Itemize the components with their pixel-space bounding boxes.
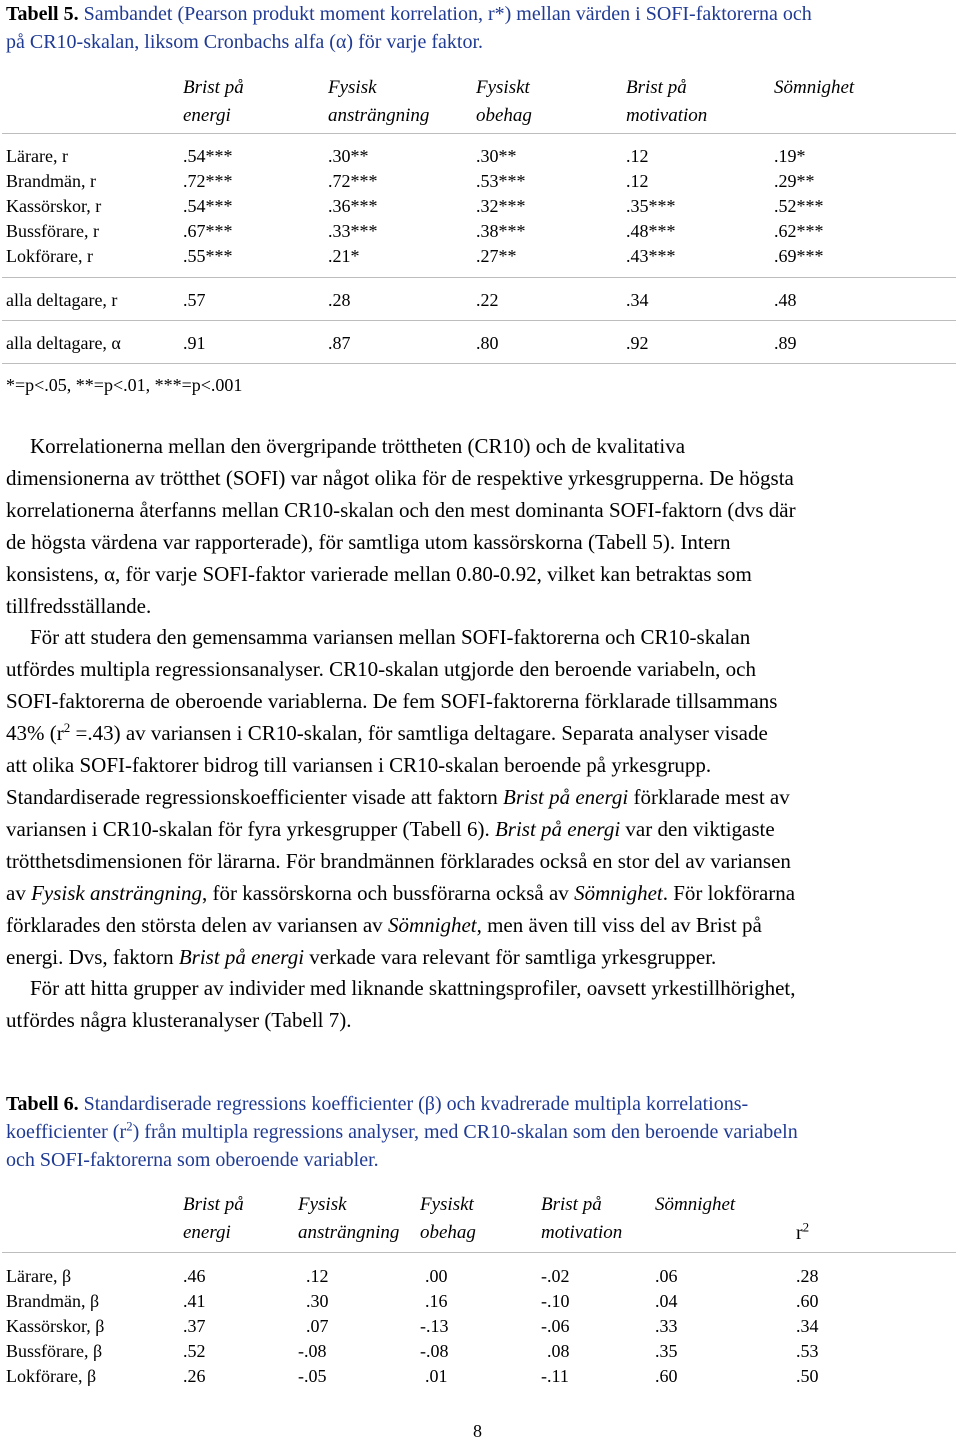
table5-all-alpha-cell: .89 bbox=[774, 333, 797, 353]
table5-row-label: Kassörskor, r bbox=[6, 196, 102, 216]
table6-cell: -.11 bbox=[541, 1366, 569, 1386]
table6-cell: -.06 bbox=[541, 1316, 570, 1336]
table6-cell: .01 bbox=[425, 1366, 448, 1386]
table6-cell: .41 bbox=[183, 1291, 206, 1311]
table5-all-r-label: alla deltagare, r bbox=[6, 290, 118, 310]
table5-header-col4: Brist på motivation bbox=[626, 77, 708, 126]
paragraph-line: tillfredsställande. bbox=[6, 593, 152, 618]
table6-row-label: Lokförare, β bbox=[6, 1366, 97, 1386]
paragraph-line: 43% $(r^2 =.43)$ av variansen i CR10-skalan, för samtliga deltagare. Separata analyser visade bbox=[6, 720, 768, 746]
table5-header-col1: Brist på energi bbox=[183, 77, 244, 126]
table5-header-col3: Fysiskt obehag bbox=[476, 77, 532, 126]
paragraph-line: Korrelationerna mellan den övergripande tröttheten (CR10) och de kvalitativa bbox=[30, 434, 686, 458]
table6-cell: .12 bbox=[306, 1266, 329, 1286]
table6-cell: .33 bbox=[655, 1316, 678, 1336]
table6-cell: .53 bbox=[796, 1341, 819, 1361]
table5-header-col5: Sömnighet bbox=[774, 77, 855, 98]
table6-header-r2: $r^2$ bbox=[796, 1219, 810, 1244]
paragraph-line: av Fysisk ansträngning, för kassörskorna och bussförarna också av Sömnighet. För lokförarna bbox=[6, 880, 796, 905]
table6-row-label: Kassörskor, β bbox=[6, 1316, 105, 1336]
table5-cell: .55*** bbox=[183, 246, 233, 266]
table6-cell: .16 bbox=[425, 1291, 448, 1311]
table5-row-label: Lokförare, r bbox=[6, 246, 93, 266]
table5-cell: .19* bbox=[774, 146, 806, 166]
table5-row-label: Bussförare, r bbox=[6, 221, 99, 241]
table6-cell: .50 bbox=[796, 1366, 819, 1386]
table6-cell: .60 bbox=[655, 1366, 678, 1386]
table6-cell: .28 bbox=[796, 1266, 819, 1286]
table5-cell: .62*** bbox=[774, 221, 824, 241]
table6-cell: -.10 bbox=[541, 1291, 570, 1311]
table6-cell: -.08 bbox=[298, 1341, 327, 1361]
table6-row-label: Lärare, β bbox=[6, 1266, 72, 1286]
table5-all-r-cell: .57 bbox=[183, 290, 206, 310]
table5-cell: .67*** bbox=[183, 221, 233, 241]
table6-cell: .30 bbox=[306, 1291, 329, 1311]
paragraph-line: att olika SOFI-faktorer bidrog till variansen i CR10-skalan beroende på yrkesgrupp. bbox=[6, 753, 712, 778]
table5-all-r-cell: .22 bbox=[476, 290, 499, 310]
table6-header-col4: Brist på motivation bbox=[541, 1194, 623, 1243]
table6-cell: .07 bbox=[306, 1316, 329, 1336]
body-text bbox=[6, 431, 952, 1037]
paragraph-line: konsistens, α, för varje SOFI-faktor varierade mellan 0.80-0.92, vilket kan betraktas som bbox=[6, 561, 752, 586]
table6-cell: -.02 bbox=[541, 1266, 570, 1286]
table5-cell: .32*** bbox=[476, 196, 526, 216]
table6-cell: .26 bbox=[183, 1366, 206, 1386]
paragraph-line: förklarades den största delen av variansen av Sömnighet, men även till viss del av Brist på bbox=[6, 912, 762, 937]
table5-header-col2: Fysisk ansträngning bbox=[328, 77, 430, 126]
paragraph-line: För att studera den gemensamma variansen mellan SOFI-faktorerna och CR10-skalan bbox=[30, 625, 751, 650]
paragraph-line: trötthetsdimensionen för lärarna. För brandmännen förklarades också en stor del av variansen bbox=[6, 848, 791, 873]
table5-rule bbox=[2, 363, 956, 364]
table5-cell: .72*** bbox=[328, 171, 378, 191]
table6-cell: -.13 bbox=[420, 1316, 449, 1336]
table5-rule bbox=[2, 277, 956, 278]
table5-all-alpha-cell: .87 bbox=[328, 333, 351, 353]
table6-header-rule bbox=[2, 1252, 956, 1253]
page-number: 8 bbox=[473, 1421, 482, 1441]
table5-row-label: Lärare, r bbox=[6, 146, 68, 166]
table6-cell: .04 bbox=[655, 1291, 678, 1311]
paragraph-line: utfördes några klusteranalyser (Tabell 7). bbox=[6, 1008, 352, 1033]
table6-cell: -.08 bbox=[420, 1341, 449, 1361]
table5-cell: .53*** bbox=[476, 171, 526, 191]
table5-cell: .12 bbox=[626, 146, 649, 166]
table6-caption-line2: koefficienter $(r^2)$ från multipla regressions analyser, med CR10-skalan som den beroende variabeln bbox=[6, 1118, 798, 1143]
table6-row-label: Brandmän, β bbox=[6, 1291, 100, 1311]
table6-cell: .35 bbox=[655, 1341, 678, 1361]
table6-cell: .34 bbox=[796, 1316, 819, 1336]
table5-row-label: Brandmän, r bbox=[6, 171, 96, 191]
paragraph-line: variansen i CR10-skalan för fyra yrkesgrupper (Tabell 6). Brist på energi var den viktigaste bbox=[6, 816, 775, 841]
table5-cell: .30** bbox=[328, 146, 369, 166]
table5-header-rule bbox=[2, 133, 956, 134]
table5-cell: .12 bbox=[626, 171, 649, 191]
table5-all-alpha-cell: .80 bbox=[476, 333, 499, 353]
table5-cell: .36*** bbox=[328, 196, 378, 216]
table6-row-label: Bussförare, β bbox=[6, 1341, 103, 1361]
table5-cell: .69*** bbox=[774, 246, 824, 266]
table5-all-r-cell: .48 bbox=[774, 290, 797, 310]
table6-header-col2: Fysisk ansträngning bbox=[298, 1194, 400, 1243]
table6-cell: .06 bbox=[655, 1266, 678, 1286]
paragraph-line: För att hitta grupper av individer med liknande skattningsprofiler, oavsett yrkestillhörighet, bbox=[30, 976, 796, 1001]
table6-cell: .00 bbox=[425, 1266, 448, 1286]
table5-cell: .43*** bbox=[626, 246, 676, 266]
table5-cell: .21* bbox=[328, 246, 360, 266]
table6-cell: .52 bbox=[183, 1341, 206, 1361]
paragraph-line: de högsta värdena var rapporterade), för samtliga utom kassörskorna (Tabell 5). Intern bbox=[6, 529, 731, 554]
table5-cell: .33*** bbox=[328, 221, 378, 241]
table6-caption bbox=[6, 1090, 798, 1174]
table6-caption-label: Tabell 6. bbox=[6, 1093, 79, 1115]
table6-caption-line1: Tabell 6. Standardiserade regressions koefficienter (β) och kvadrerade multipla korrelations- bbox=[6, 1093, 749, 1115]
table5-cell: .35*** bbox=[626, 196, 676, 216]
table6-header-col1: Brist på energi bbox=[183, 1194, 244, 1243]
table5-cell: .54*** bbox=[183, 146, 233, 166]
table5-rule bbox=[2, 320, 956, 321]
table5-caption-line1: Tabell 5. Sambandet (Pearson produkt moment korrelation, r*) mellan värden i SOFI-faktorerna och bbox=[6, 3, 812, 25]
table5-all-alpha-label: alla deltagare, α bbox=[6, 333, 121, 353]
paragraph-line: dimensionerna av trötthet (SOFI) var något olika för de respektive yrkesgrupperna. De högsta bbox=[6, 465, 794, 490]
table5-footnote: *=p<.05, **=p<.01, ***=p<.001 bbox=[6, 375, 243, 395]
table6-cell: .60 bbox=[796, 1291, 819, 1311]
table5-cell: .54*** bbox=[183, 196, 233, 216]
table5-cell: .72*** bbox=[183, 171, 233, 191]
table5-all-r-cell: .34 bbox=[626, 290, 649, 310]
table5-all-alpha-cell: .91 bbox=[183, 333, 206, 353]
paragraph-line: energi. Dvs, faktorn Brist på energi verkade vara relevant för samtliga yrkesgrupper. bbox=[6, 944, 717, 969]
table5-caption-label: Tabell 5. bbox=[6, 3, 79, 25]
table5-cell: .38*** bbox=[476, 221, 526, 241]
table6-header-col3: Fysiskt obehag bbox=[420, 1194, 476, 1243]
table6-cell: -.05 bbox=[298, 1366, 327, 1386]
table5-cell: .48*** bbox=[626, 221, 676, 241]
table5-cell: .29** bbox=[774, 171, 815, 191]
table5-all-r-cell: .28 bbox=[328, 290, 351, 310]
table5-cell: .52*** bbox=[774, 196, 824, 216]
table6-cell: .08 bbox=[547, 1341, 570, 1361]
table6-cell: .37 bbox=[183, 1316, 206, 1336]
table6-header-col5: Sömnighet bbox=[655, 1194, 736, 1215]
table5-cell: .30** bbox=[476, 146, 517, 166]
paragraph-line: SOFI-faktorerna de oberoende variablerna. De fem SOFI-faktorerna förklarade tillsammans bbox=[6, 689, 778, 714]
table5-caption bbox=[6, 0, 812, 56]
table5-all-alpha-cell: .92 bbox=[626, 333, 649, 353]
paragraph-line: Standardiserade regressionskoefficienter visade att faktorn Brist på energi förklarade mest av bbox=[6, 784, 790, 809]
paragraph-line: utfördes multipla regressionsanalyser. CR10-skalan utgjorde den beroende variabeln, och bbox=[6, 657, 756, 682]
table5-cell: .27** bbox=[476, 246, 517, 266]
table6-cell: .46 bbox=[183, 1266, 206, 1286]
table5-caption-line2: på CR10-skalan, liksom Cronbachs alfa (α) för varje faktor. bbox=[6, 31, 484, 53]
paragraph-line: korrelationerna återfanns mellan CR10-skalan och den mest dominanta SOFI-faktorn (dvs där bbox=[6, 497, 796, 522]
table6-caption-line3: och SOFI-faktorerna som oberoende variabler. bbox=[6, 1149, 379, 1171]
